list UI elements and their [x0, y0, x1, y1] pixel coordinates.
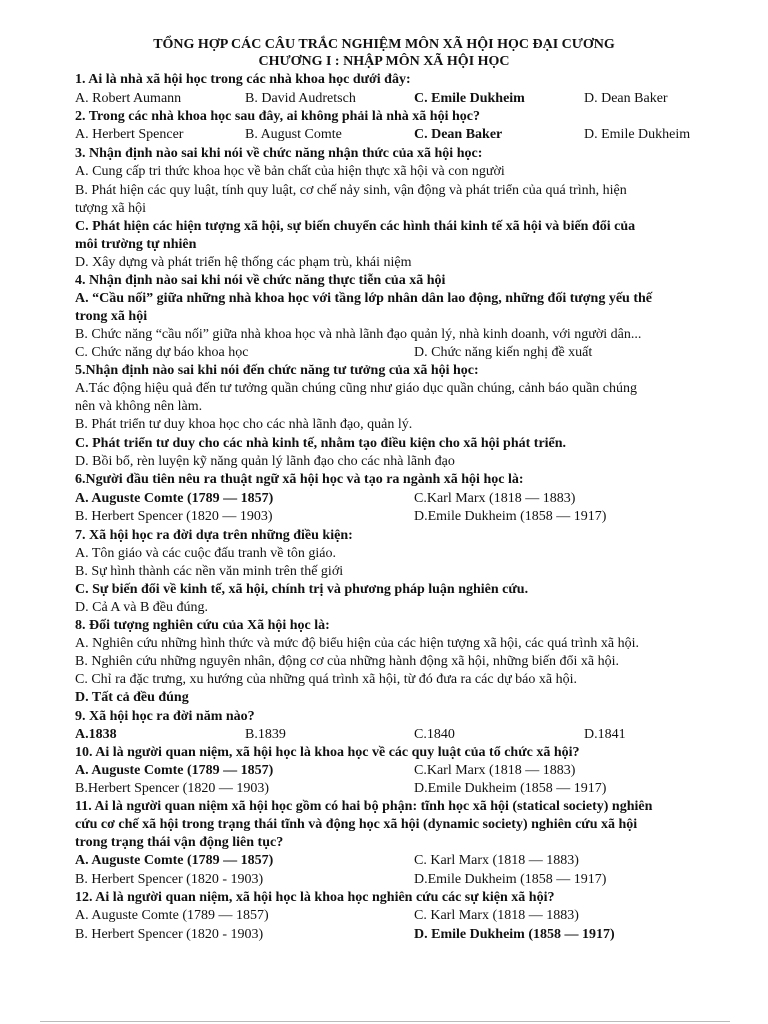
q4-option-d: D. Chức năng kiến nghị đề xuất: [414, 345, 593, 360]
question-3: 3. Nhận định nào sai khi nói về chức năng nhận thức của xã hội học:: [75, 146, 483, 161]
q10-option-b: B.Herbert Spencer (1820 — 1903): [75, 781, 270, 796]
q11-option-b: B. Herbert Spencer (1820 - 1903): [75, 872, 264, 887]
q5-option-a-line2: nên và không nên làm.: [75, 399, 203, 414]
q3-option-d: D. Xây dựng và phát triển hệ thống các phạm trù, khái niệm: [75, 255, 412, 270]
q5-option-a-line1: A.Tác động hiệu quả đến tư tưởng quần chúng cũng như giáo dục quần chúng, cảnh báo quần chúng: [75, 381, 638, 396]
q12-option-d: D. Emile Dukheim (1858 — 1917): [414, 927, 615, 942]
q3-option-c-line1: C. Phát hiện các hiện tượng xã hội, sự biến chuyển các hình thái kinh tế xã hội và biến đổi của: [75, 219, 636, 234]
q11-option-a: A. Auguste Comte (1789 — 1857): [75, 853, 274, 868]
q3-option-b-line1: B. Phát hiện các quy luật, tính quy luật, cơ chế nảy sinh, vận động và phát triển của quá trình, hiện: [75, 183, 627, 198]
q9-option-d: D.1841: [584, 727, 626, 742]
q2-option-d: D. Emile Dukheim: [584, 127, 691, 142]
q4-option-b: B. Chức năng “cầu nối” giữa nhà khoa học và nhà lãnh đạo quản lý, nhà kinh doanh, với người dân...: [75, 327, 642, 342]
question-1: 1. Ai là nhà xã hội học trong các nhà khoa học dưới đây:: [75, 72, 411, 87]
q8-option-b: B. Nghiên cứu những nguyên nhân, động cơ của những hành động xã hội, những biến đổi xã hội.: [75, 654, 620, 669]
q6-option-d: D.Emile Dukheim (1858 — 1917): [414, 509, 607, 524]
q12-option-a: A. Auguste Comte (1789 — 1857): [75, 908, 269, 923]
q5-option-d: D. Bồi bổ, rèn luyện kỹ năng quản lý lãnh đạo cho các nhà lãnh đạo: [75, 454, 455, 469]
q7-option-c: C. Sự biến đổi về kinh tế, xã hội, chính trị và phương pháp luận nghiên cứu.: [75, 582, 529, 597]
q7-option-a: A. Tôn giáo và các cuộc đấu tranh về tôn giáo.: [75, 546, 336, 561]
q9-option-b: B.1839: [245, 727, 286, 742]
question-2: 2. Trong các nhà khoa học sau đây, ai không phải là nhà xã hội học?: [75, 109, 480, 124]
q8-option-c: C. Chỉ ra đặc trưng, xu hướng của những quá trình xã hội, từ đó đưa ra các dự báo xã hội.: [75, 672, 577, 687]
q11-option-d: D.Emile Dukheim (1858 — 1917): [414, 872, 607, 887]
question-5: 5.Nhận định nào sai khi nói đến chức năng tư tưởng của xã hội học:: [75, 363, 479, 378]
question-10: 10. Ai là người quan niệm, xã hội học là khoa học về các quy luật của tổ chức xã hội?: [75, 745, 580, 760]
q8-option-a: A. Nghiên cứu những hình thức và mức độ biểu hiện của các hiện tượng xã hội, các quá trình xã hội.: [75, 636, 639, 651]
q12-option-b: B. Herbert Spencer (1820 - 1903): [75, 927, 264, 942]
q2-option-c: C. Dean Baker: [414, 127, 503, 142]
q12-option-c: C. Karl Marx (1818 — 1883): [414, 908, 579, 923]
question-11-line3: trong trạng thái vận động liên tục?: [75, 835, 284, 850]
question-6: 6.Người đầu tiên nêu ra thuật ngữ xã hội học và tạo ra ngành xã hội học là:: [75, 472, 524, 487]
q5-option-b: B. Phát triển tư duy khoa học cho các nhà lãnh đạo, quản lý.: [75, 417, 413, 432]
q3-option-c-line2: môi trường tự nhiên: [75, 237, 197, 252]
document-title: TỔNG HỢP CÁC CÂU TRẮC NGHIỆM MÔN XÃ HỘI HỌC ĐẠI CƯƠNG: [153, 37, 615, 52]
q9-option-c: C.1840: [414, 727, 455, 742]
question-11-line1: 11. Ai là người quan niệm xã hội học gồm có hai bộ phận: tĩnh học xã hội (statical society) nghiên: [75, 799, 653, 814]
q10-option-c: C.Karl Marx (1818 — 1883): [414, 763, 576, 778]
question-4: 4. Nhận định nào sai khi nói về chức năng thực tiễn của xã hội: [75, 273, 446, 288]
q1-option-c: C. Emile Dukheim: [414, 91, 525, 106]
q8-option-d: D. Tất cả đều đúng: [75, 690, 189, 705]
q6-option-a: A. Auguste Comte (1789 — 1857): [75, 491, 274, 506]
question-11-line2: cứu cơ chế xã hội trong trạng thái tĩnh và động học xã hội (dynamic society) nghiên cứu xã hội: [75, 817, 638, 832]
question-7: 7. Xã hội học ra đời dựa trên những điều kiện:: [75, 528, 353, 543]
chapter-title: CHƯƠNG I : NHẬP MÔN XÃ HỘI HỌC: [258, 54, 510, 69]
q5-option-c: C. Phát triển tư duy cho các nhà kinh tế, nhằm tạo điều kiện cho xã hội phát triển.: [75, 436, 567, 451]
question-9: 9. Xã hội học ra đời năm nào?: [75, 709, 255, 724]
q4-option-a-line1: A. “Cầu nối” giữa những nhà khoa học với tầng lớp nhân dân lao động, những đối tượng yếu thế: [75, 291, 652, 306]
q1-option-a: A. Robert Aumann: [75, 91, 182, 106]
q6-option-b: B. Herbert Spencer (1820 — 1903): [75, 509, 273, 524]
q2-option-a: A. Herbert Spencer: [75, 127, 184, 142]
question-12: 12. Ai là người quan niệm, xã hội học là khoa học nghiên cứu các sự kiện xã hội?: [75, 890, 555, 905]
q6-option-c: C.Karl Marx (1818 — 1883): [414, 491, 576, 506]
q10-option-a: A. Auguste Comte (1789 — 1857): [75, 763, 274, 778]
q2-option-b: B. August Comte: [245, 127, 342, 142]
q7-option-b: B. Sự hình thành các nền văn minh trên thế giới: [75, 564, 344, 579]
q1-option-b: B. David Audretsch: [245, 91, 356, 106]
q11-option-c: C. Karl Marx (1818 — 1883): [414, 853, 579, 868]
q4-option-c: C. Chức năng dự báo khoa học: [75, 345, 249, 360]
q4-option-a-line2: trong xã hội: [75, 309, 148, 324]
q1-option-d: D. Dean Baker: [584, 91, 668, 106]
q3-option-b-line2: tượng xã hội: [75, 201, 146, 216]
q10-option-d: D.Emile Dukheim (1858 — 1917): [414, 781, 607, 796]
page-bottom-rule: [40, 1021, 730, 1022]
q7-option-d: D. Cả A và B đều đúng.: [75, 600, 208, 615]
q3-option-a: A. Cung cấp tri thức khoa học về bản chất của hiện thực xã hội và con người: [75, 164, 505, 179]
question-8: 8. Đối tượng nghiên cứu của Xã hội học là:: [75, 618, 330, 633]
q9-option-a: A.1838: [75, 727, 117, 742]
